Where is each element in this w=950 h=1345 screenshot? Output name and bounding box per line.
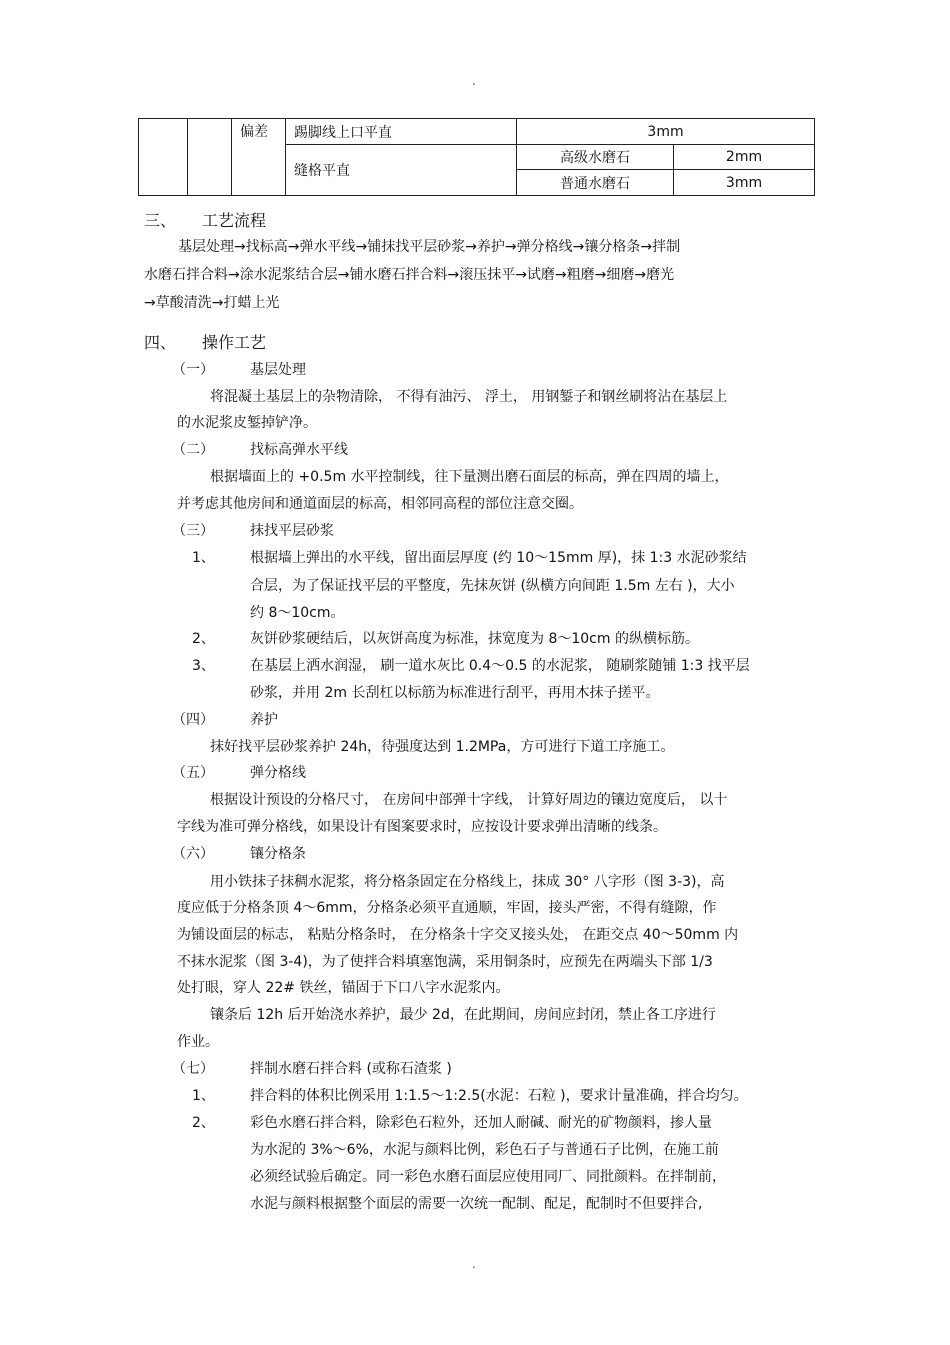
paragraph-line: 不抹水泥浆（图 3-4)，为了使拌合料填塞饱满，采用铜条时，应预先在两端头下部 1/3 [177, 954, 713, 970]
paragraph-line: 拌合料的体积比例采用 1:1.5～1:2.5(水泥：石粒 )，要求计量准确，拌合均匀。 [250, 1088, 748, 1104]
paragraph-line: 必须经试验后确定。同一彩色水磨石面层应使用同厂、同批颜料。在拌制前， [250, 1169, 726, 1185]
subsection-title: 基层处理 [250, 362, 306, 378]
page-dot-top: . [472, 74, 476, 88]
paragraph-line: 为铺设面层的标志， 粘贴分格条时， 在分格条十字交叉接头处， 在距交点 40～50mm 内 [177, 927, 739, 943]
subsection-number: （三） [172, 523, 214, 539]
paragraph-line: 水泥与颜料根据整个面层的需要一次统一配制、配足，配制时不但要拌合, [250, 1196, 703, 1212]
subsection-title: 抹找平层砂浆 [250, 523, 334, 539]
list-item-number: 2、 [192, 631, 215, 647]
paragraph-line: 灰饼砂浆硬结后，以灰饼高度为标准，抹宽度为 8～10cm 的纵横标筋。 [250, 631, 699, 647]
table-cell-group: 偏差 [232, 119, 286, 196]
table-cell-value: 3mm [674, 170, 815, 196]
subsection-title: 找标高弹水平线 [250, 442, 348, 458]
paragraph-line: 水磨石拌合料→涂水泥浆结合层→铺水磨石拌合料→滚压抹平→试磨→粗磨→细磨→磨光 [144, 267, 675, 283]
table-cell-empty [139, 119, 188, 196]
subsection-number: （一） [172, 362, 214, 378]
paragraph-line: 根据墙上弹出的水平线，留出面层厚度 (约 10～15mm 厚)，抹 1:3 水泥砂浆结 [250, 550, 747, 566]
paragraph-line: 砂浆，并用 2m 长刮杠以标筋为标准进行刮平，再用木抹子搓平。 [250, 685, 660, 701]
table-cell-item: 踢脚线上口平直 [286, 119, 517, 145]
subsection-title: 镶分格条 [250, 846, 306, 862]
paragraph-line: 字线为准可弹分格线，如果设计有图案要求时，应按设计要求弹出清晰的线条。 [177, 819, 667, 835]
paragraph-line: 合层，为了保证找平层的平整度，先抹灰饼 (纵横方向间距 1.5m 左右 )，大小 [250, 578, 735, 594]
list-item-number: 3、 [192, 658, 215, 674]
paragraph-line: 根据设计预设的分格尺寸， 在房间中部弹十字线， 计算好周边的镶边宽度后， 以十 [210, 792, 728, 808]
paragraph-line: 将混凝土基层上的杂物清除， 不得有油污、 浮土， 用钢錾子和钢丝刷将沾在基层上 [210, 389, 728, 405]
page-dot-bottom: . [472, 1257, 476, 1271]
list-item-number: 1、 [192, 550, 215, 566]
paragraph-line: 度应低于分格条顶 4～6mm，分格条必须平直通顺，牢固，接头严密，不得有缝隙，作 [177, 900, 717, 916]
deviation-table [138, 118, 815, 196]
list-item-number: 1、 [192, 1088, 215, 1104]
paragraph-line: 并考虑其他房间和通道面层的标高，相邻同高程的部位注意交圈。 [177, 496, 583, 512]
paragraph-line: 抹好找平层砂浆养护 24h，待强度达到 1.2MPa，方可进行下道工序施工。 [210, 739, 675, 755]
paragraph-line: 的水泥浆皮錾掉铲净。 [177, 415, 317, 431]
list-item-number: 2、 [192, 1115, 215, 1131]
table-cell-sublabel: 普通水磨石 [517, 170, 674, 196]
paragraph-line: 在基层上洒水润湿， 刷一道水灰比 0.4～0.5 的水泥浆， 随刷浆随铺 1:3 找平层 [250, 658, 750, 674]
paragraph-line: 约 8～10cm。 [250, 605, 345, 621]
table-cell-item: 缝格平直 [286, 145, 517, 196]
subsection-number: （四） [172, 712, 214, 728]
paragraph-line: 处打眼，穿人 22# 铁丝，锚固于下口八字水泥浆内。 [177, 980, 510, 996]
paragraph-line: 用小铁抹子抹稠水泥浆，将分格条固定在分格线上，抹成 30° 八字形（图 3-3)，高 [210, 874, 725, 890]
paragraph-line: 基层处理→找标高→弹水平线→铺抹找平层砂浆→养护→弹分格线→镶分格条→拌制 [178, 239, 681, 255]
paragraph-line: 彩色水磨石拌合料，除彩色石粒外，还加人耐碱、耐光的矿物颜料，掺人量 [250, 1115, 712, 1131]
subsection-title: 拌制水磨石拌合料 (或称石渣浆 ) [250, 1061, 452, 1077]
table-cell-sublabel: 高级水磨石 [517, 145, 674, 170]
paragraph-line: →草酸清洗→打蜡上光 [144, 295, 280, 311]
paragraph-line: 根据墙面上的 +0.5m 水平控制线，往下量测出磨石面层的标高，弹在四周的墙上， [210, 469, 729, 485]
subsection-title: 养护 [250, 712, 278, 728]
table-cell-value: 3mm [517, 119, 815, 145]
table-cell-empty [188, 119, 232, 196]
section-title: 工艺流程 [202, 211, 267, 230]
subsection-number: （六） [172, 846, 214, 862]
subsection-title: 弹分格线 [250, 765, 306, 781]
table-cell-value: 2mm [674, 145, 815, 170]
paragraph-line: 镶条后 12h 后开始浇水养护，最少 2d，在此期间，房间应封闭，禁止各工序进行 [210, 1007, 716, 1023]
subsection-number: （二） [172, 442, 214, 458]
paragraph-line: 为水泥的 3%～6%，水泥与颜料比例，彩色石子与普通石子比例，在施工前 [250, 1142, 719, 1158]
section-number: 三、 [144, 211, 177, 230]
section-title: 操作工艺 [202, 333, 267, 352]
paragraph-line: 作业。 [177, 1034, 219, 1050]
subsection-number: （五） [172, 765, 214, 781]
section-number: 四、 [144, 333, 177, 352]
subsection-number: （七） [172, 1061, 214, 1077]
